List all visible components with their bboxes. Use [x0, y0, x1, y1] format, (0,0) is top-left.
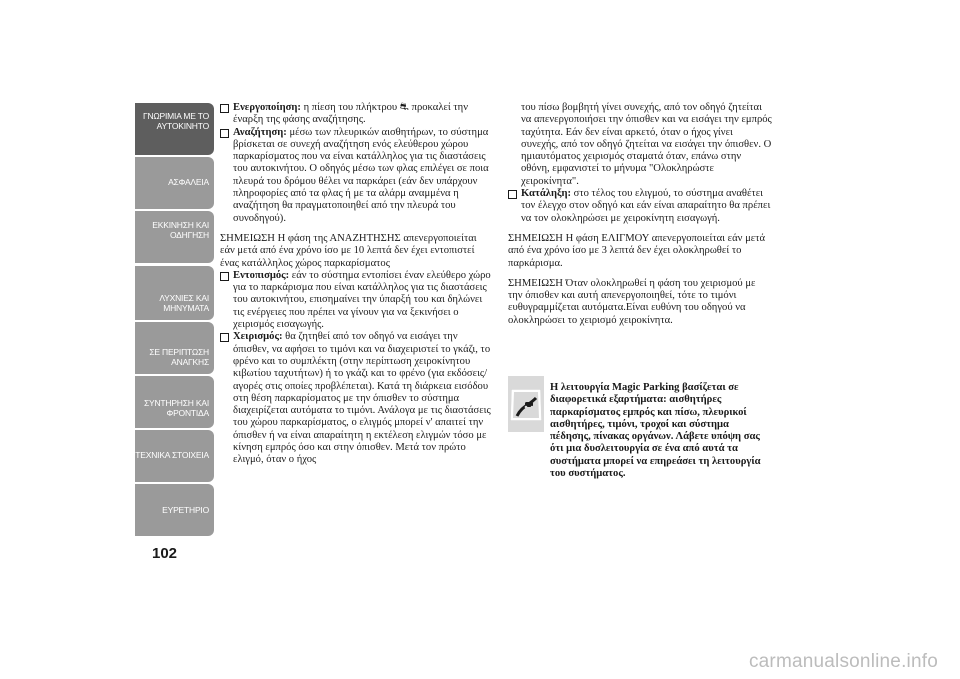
right-column [508, 102, 772, 327]
bullet-end: Κατάληξη: στο τέλος του ελιγμού, το σύστημα αναθέτει τον έλεγχο στον οδηγό και εάν είναι απαραίτητο θα πρέπει να τον ολοκληρώσει με χειροκίνητη εισαγωγή. [508, 188, 772, 225]
tab-index[interactable]: ΕΥΡΕΤΗΡΙΟ [135, 484, 214, 536]
checkbox-icon [220, 129, 229, 138]
left-column [220, 102, 492, 467]
note-search: ΣΗΜΕΙΩΣΗ Η φάση της ΑΝΑΖΗΤΗΣΗΣ απενεργοποιείται εάν μετά από ένα χρόνο ίσο με 10 λεπτά δεν έχει εντοπιστεί ένας κατάλληλος χώρος παρκαρίσματος [220, 232, 477, 269]
tab-getting-to-know[interactable]: ΓΝΩΡΙΜΙΑ ΜΕ ΤΟ ΑΥΤΟΚΙΝΗΤΟ [135, 103, 214, 155]
tab-starting-driving[interactable]: ΕΚΚΙΝΗΣΗ ΚΑΙ ΟΔΗΓΗΣΗ [135, 211, 214, 263]
tab-maintenance[interactable]: ΣΥΝΤΗΡΗΣΗ ΚΑΙ ΦΡΟΝΤΙΔΑ [135, 376, 214, 428]
warning-note [508, 376, 772, 480]
tab-safety[interactable]: ΑΣΦΑΛΕΙΑ [135, 157, 214, 209]
checkbox-icon [508, 190, 517, 199]
page-number: 102 [152, 545, 178, 562]
checkbox-icon [220, 104, 229, 113]
checkbox-icon [220, 272, 229, 281]
checkbox-icon [220, 333, 229, 342]
chapter-sidebar [135, 103, 214, 537]
tab-technical-data[interactable]: ΤΕΧΝΙΚΑ ΣΤΟΙΧΕΙΑ [135, 430, 214, 482]
note-steering: ΣΗΜΕΙΩΣΗ Όταν ολοκληρωθεί η φάση του χειρισμού με την όπισθεν και αυτή απενεργοποιηθεί, τότε το τιμόνι ευθυγραμμίζεται αυτόματα.Είναι ευθύνη του οδηγού να ολοκληρώσει το χειρισμό χειροκίνητα. [508, 277, 756, 326]
bullet-locate: Εντοπισμός: εάν το σύστημα εντοπίσει έναν ελεύθερο χώρο για το παρκάρισμα που είναι κατάλληλος για τις διαστάσεις του αυτοκινήτου, επισημαίνει την ύπαρξή του και δηλώνει τις ενέργειες που πρέπει να γίνουν για να ξεκινήσει ο χειρισμός εισαγωγής. [220, 270, 492, 331]
tab-emergency[interactable]: ΣΕ ΠΕΡΙΠΤΩΣΗ ΑΝΑΓΚΗΣ [135, 322, 214, 374]
bullet-activation: Ενεργοποίηση: η πίεση του πλήκτρου ⛐ προκαλεί την έναρξη της φάσης αναζήτησης. [220, 102, 492, 127]
bullet-search: Αναζήτηση: μέσω των πλευρικών αισθητήρων, το σύστημα βρίσκεται σε συνεχή αναζήτηση ενός ελεύθερου χώρου παρκαρίσματος που να είναι κατάλληλος για τις διαστάσεις του αυτοκινήτου. Ο οδηγός μέσω των φλας επιλέγει σε ποια πλευρά του δρόμου θέλει να παρκάρει (εάν δεν υπάρχουν πληροφορίες από τα φλας ή με τα αλάρμ αναμμένα η αναζήτηση θα πραγματοποιηθεί από την πλευρά του συνοδηγού). [220, 127, 492, 225]
tab-lights-messages[interactable]: ΛΥΧΝΙΕΣ ΚΑΙ ΜΗΝΥΜΑΤΑ [135, 266, 214, 320]
warning-text: Η λειτουργία Magic Parking βασίζεται σε διαφορετικά εξαρτήματα: αισθητήρες παρκαρίσματος εμπρός και πίσω, πλευρικοί αισθητήρες, τιμόνι, τροχοί και σύστημα πέδησης, πίνακας οργάνων. Λάβετε υπόψη σας ότι μια δυσλειτουργία σε ένα από αυτά τα συστήματα μπορεί να επηρεάσει τη λειτουργία του συστήματος. [550, 382, 761, 480]
watermark: carmanualsonline.info [748, 651, 938, 672]
note-maneuver: ΣΗΜΕΙΩΣΗ Η φάση ΕΛΙΓΜΟΥ απενεργοποιείται εάν μετά από ένα χρόνο ίσο με 3 λεπτά δεν έχει ολοκληρωθεί το παρκάρισμα. [508, 232, 766, 269]
maneuver-continuation: του πίσω βομβητή γίνει συνεχής, από τον οδηγό ζητείται να απενεργοποιήσει την όπισθεν και να εισάγει την εμπρός ταχύτητα. Εάν δεν είναι αρκετό, όταν ο ήχος γίνει συνεχής, από τον οδηγό ζητείται να εισάγει την όπισθεν. Ο ημιαυτόματος χειρισμός σταματά όταν, επάνω στην οθόνη, εμφανιστεί το μήνυμα "Ολοκληρώστε χειροκίνητα". [521, 102, 772, 187]
bullet-maneuver: Χειρισμός: θα ζητηθεί από τον οδηγό να εισάγει την όπισθεν, να αφήσει το τιμόνι και να διαχειριστεί το γκάζι, το φρένο και το συμπλέκτη (στην περίπτωση χειροκίνητου κιβωτίου ταχυτήτων) ή το γκάζι και το φρένο (για εκδόσεις/αγορές στις οποίες προβλέπεται). Κατά τη διάρκεια εισόδου στη θέση παρκαρίσματος με την όπισθεν το σύστημα διαχειρίζεται αυτόματα το τιμόνι. Ανάλογα με τις διαστάσεις του χώρου παρκαρίσματος, ο ελιγμός μπορεί ν' απαιτεί την όπισθεν ή να είναι απαραίτητη η εκτέλεση ελιγμών τόσο με κίνηση εμπρός όσο και στην όπισθεν. Μετά τον πρώτο ελιγμό, όταν ο ήχος [220, 331, 492, 466]
